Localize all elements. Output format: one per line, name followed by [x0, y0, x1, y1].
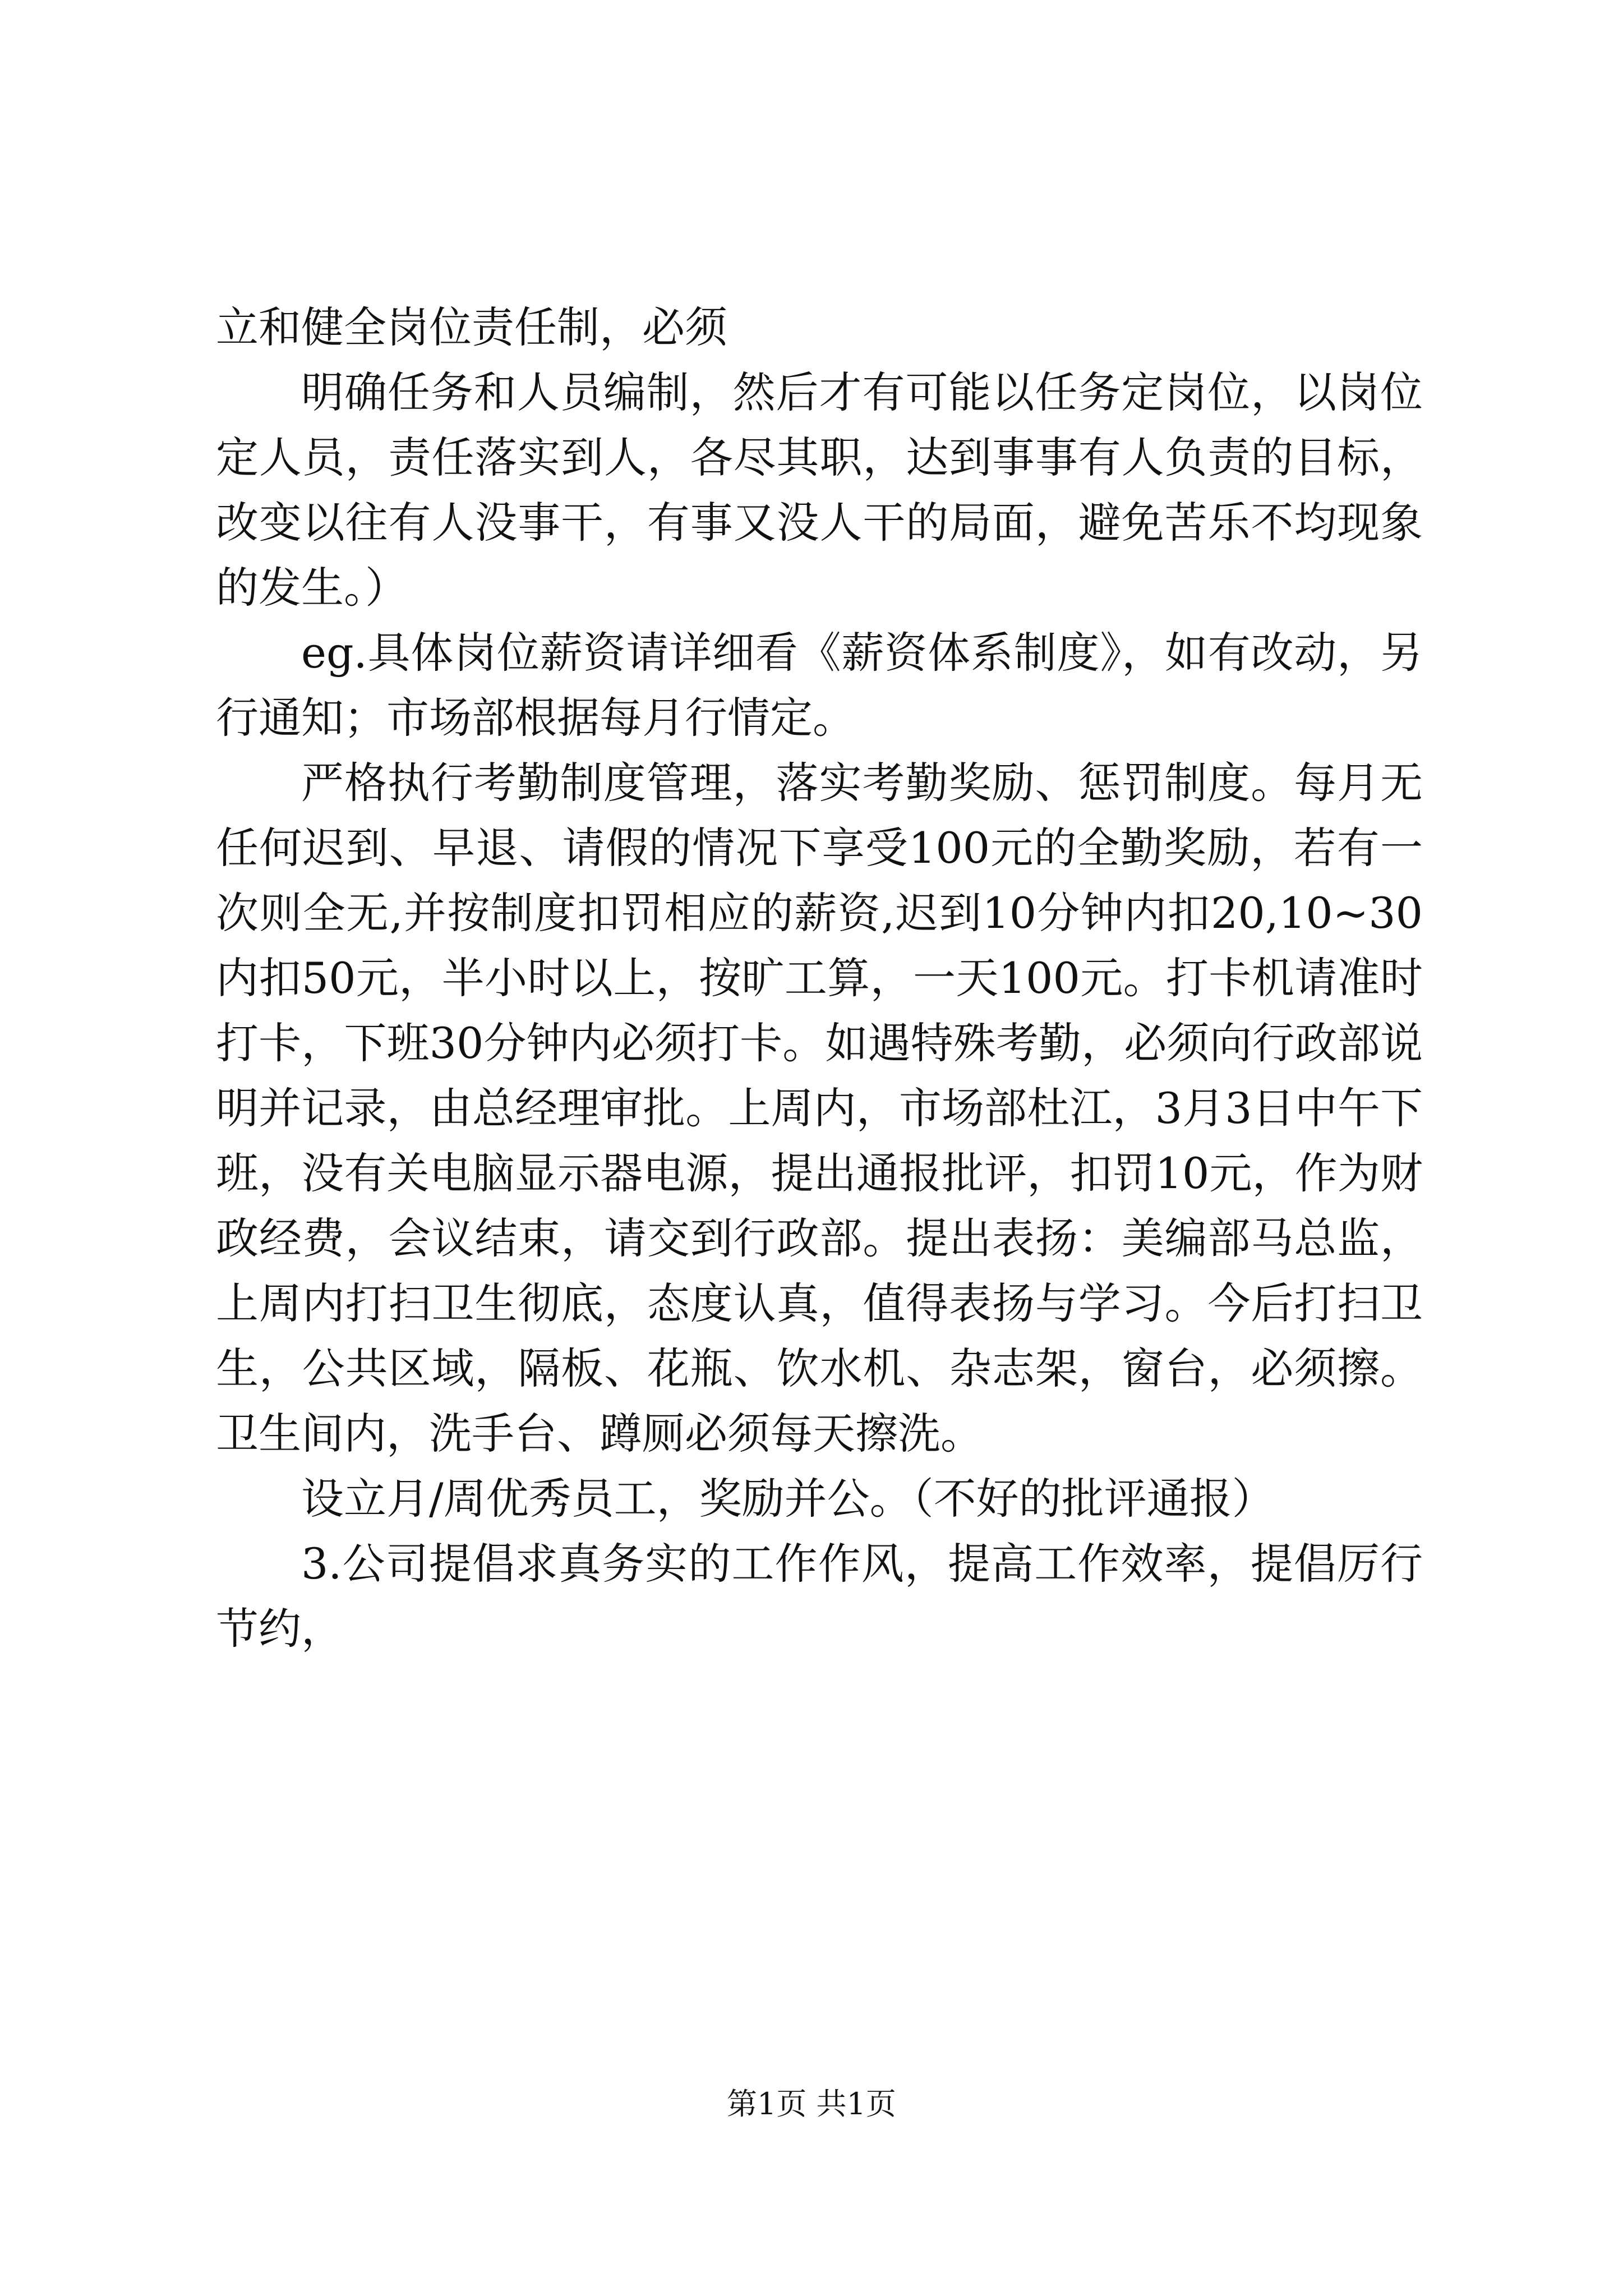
paragraph-1: 立和健全岗位责任制，必须: [216, 302, 727, 352]
document-body: [216, 295, 1423, 1662]
paragraph-4: 严格执行考勤制度管理，落实考勤奖励、惩罚制度。每月无任何迟到、早退、请假的情况下享受100元的全勤奖励，若有一次则全无,并按制度扣罚相应的薪资,迟到10分钟内扣20,10~30内扣50元，半小时以上，按旷工算，一天100元。打卡机请准时打卡，下班30分钟内必须打卡。如遇特殊考勤，必须向行政部说明并记录，由总经理审批。上周内，市场部杜江，3月3日中午下班，没有关电脑显示器电源，提出通报批评，扣罚10元，作为财政经费，会议结束，请交到行政部。提出表扬：美编部马总监，上周内打扫卫生彻底，态度认真，值得表扬与学习。今后打扫卫生，公共区域，隔板、花瓶、饮水机、杂志架，窗台，必须擦。卫生间内，洗手台、蹲厕必须每天擦洗。: [216, 758, 1423, 1458]
paragraph-3: eg.具体岗位薪资请详细看《薪资体系制度》，如有改动，另行通知；市场部根据每月行情定。: [216, 628, 1423, 743]
paragraph-6: 3.公司提倡求真务实的工作作风，提高工作效率，提倡厉行节约，: [216, 1539, 1423, 1654]
paragraph-5: 设立月/周优秀员工，奖励并公。（不好的批评通报）: [301, 1474, 1275, 1524]
paragraph-2: 明确任务和人员编制，然后才有可能以任务定岗位，以岗位定人员，责任落实到人，各尽其职，达到事事有人负责的目标，改变以往有人没事干，有事又没人干的局面，避免苦乐不均现象的发生。）: [216, 367, 1423, 613]
page-footer: 第1页 共1页: [727, 2086, 896, 2122]
